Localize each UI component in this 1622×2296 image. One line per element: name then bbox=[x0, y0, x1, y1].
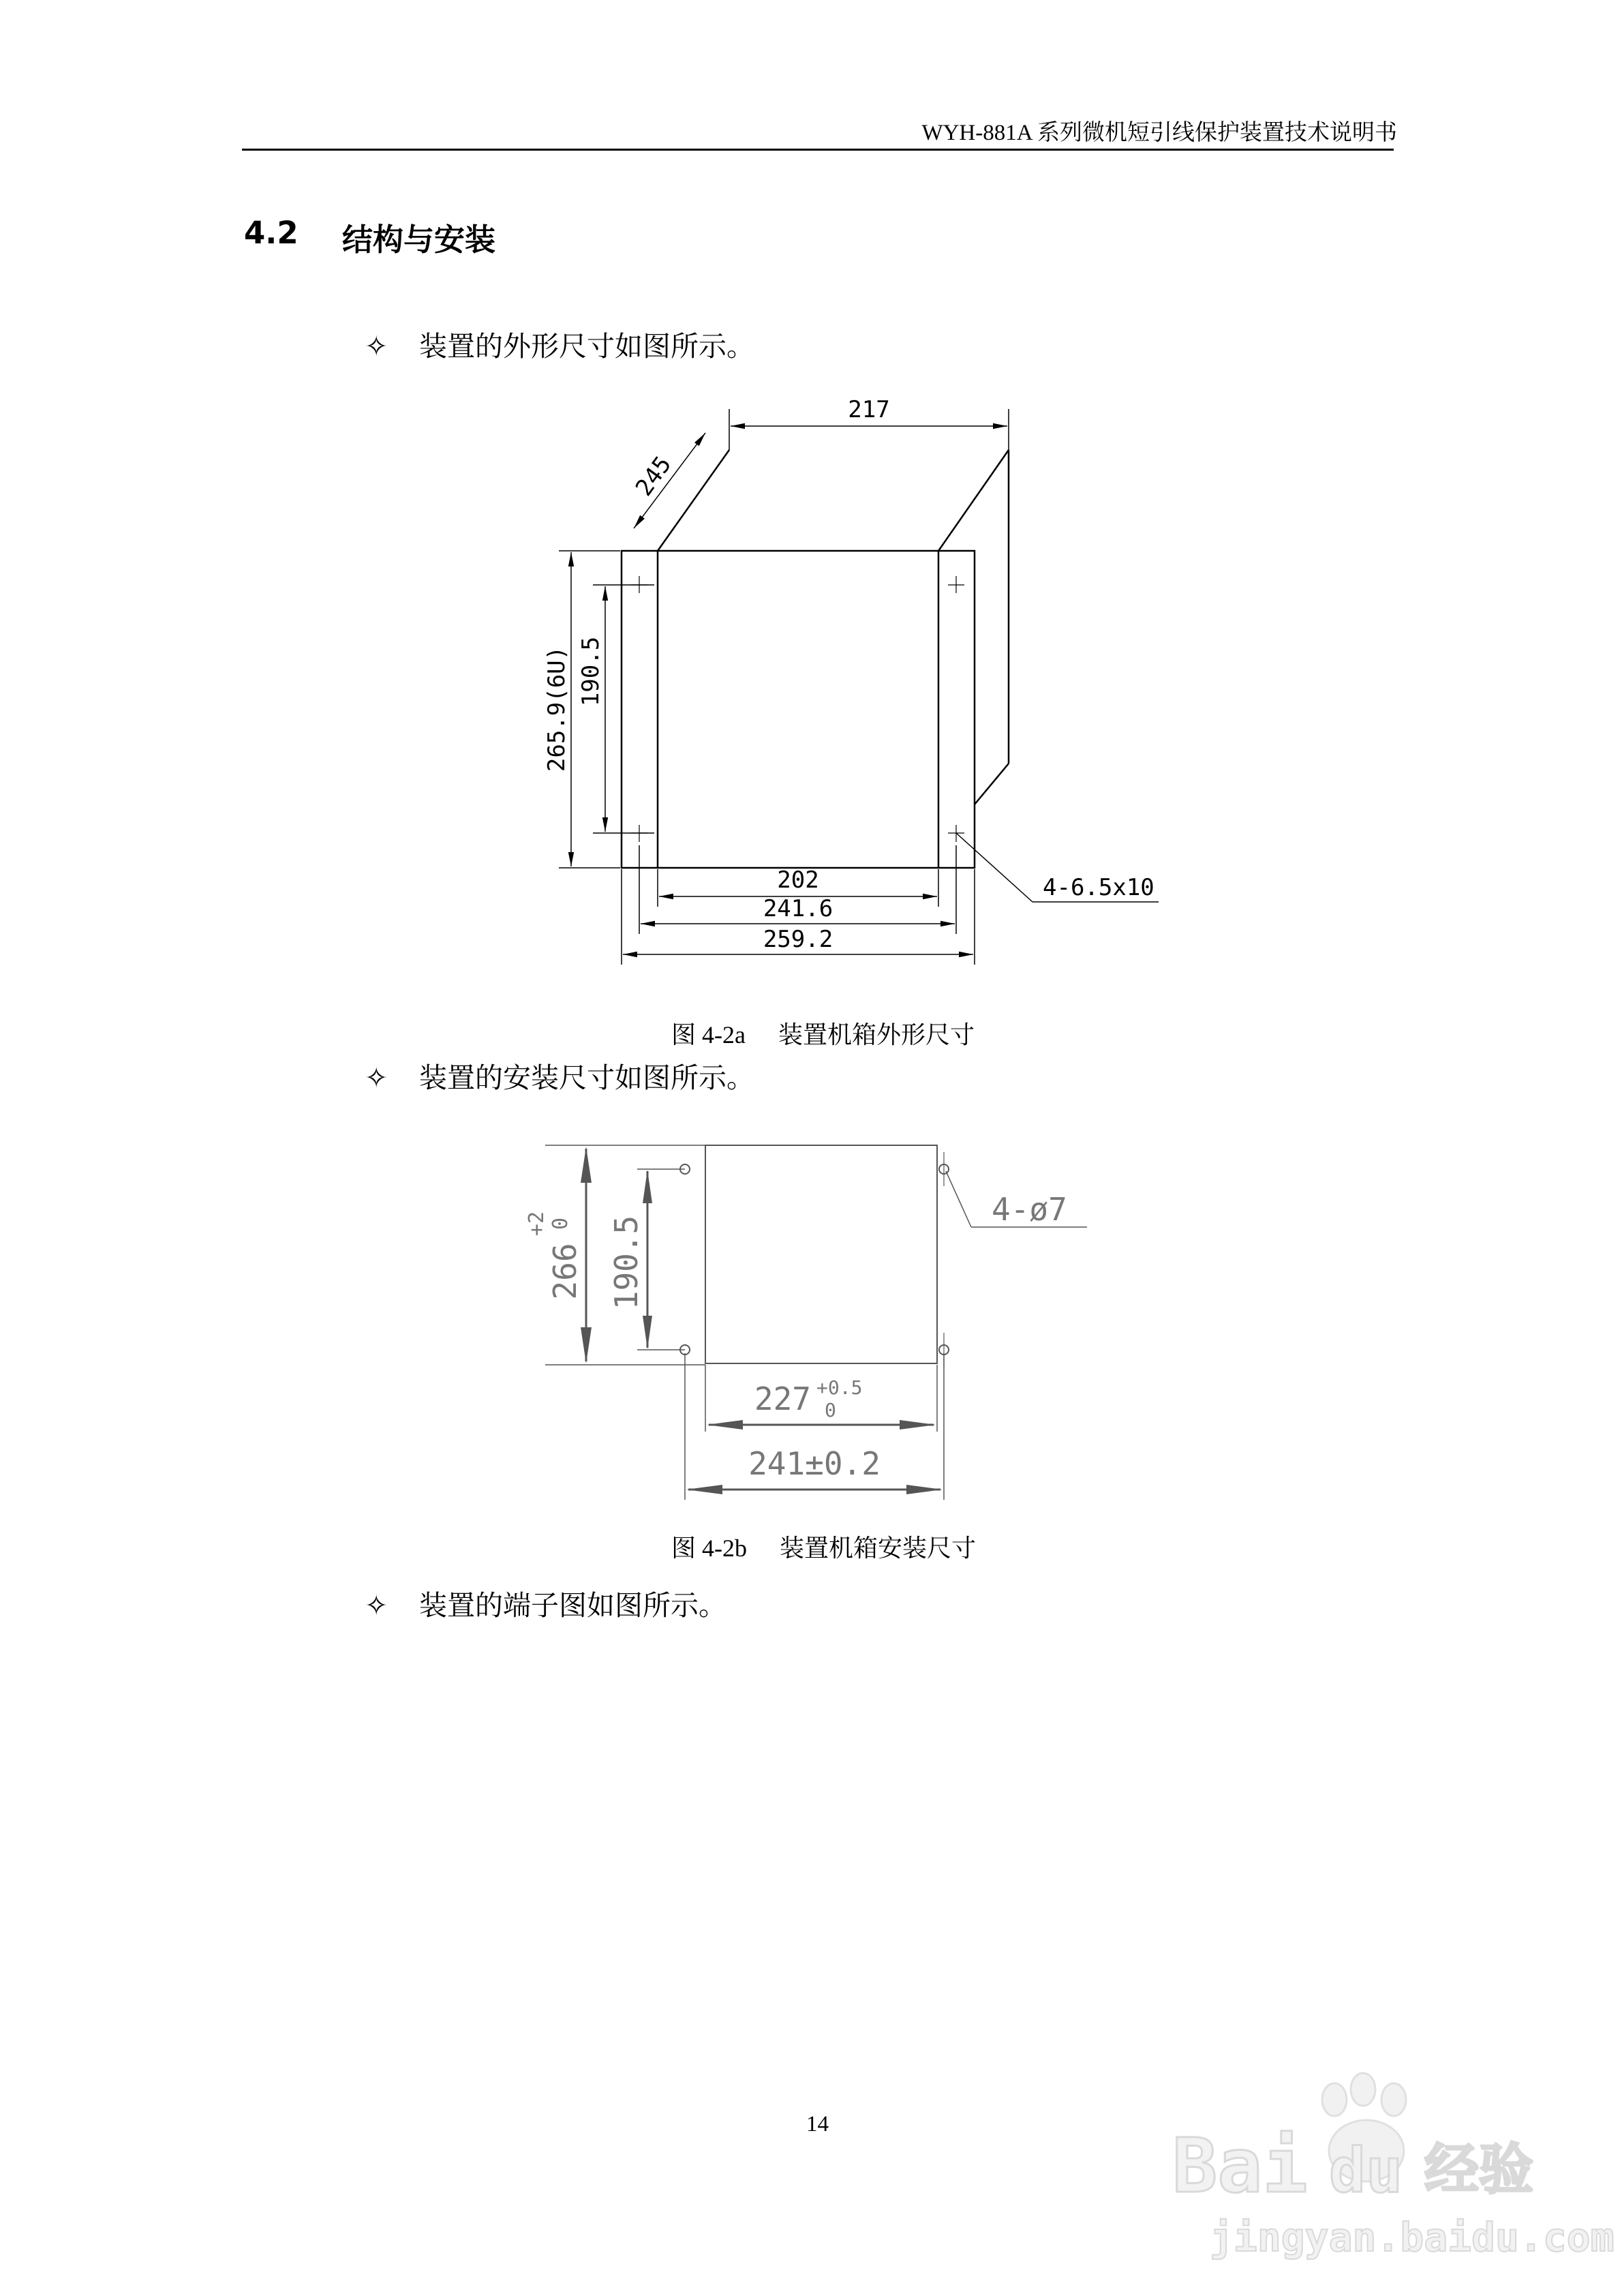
figure-a-caption-number: 图 4-2a bbox=[671, 1021, 746, 1048]
sparkle-bullet-icon: ✧ bbox=[365, 1589, 388, 1622]
figure-b-caption-number: 图 4-2b bbox=[671, 1535, 747, 1562]
figure-b-caption bbox=[671, 1529, 976, 1564]
watermark-brand-left: Bai bbox=[1172, 2122, 1308, 2209]
page-number: 14 bbox=[806, 2112, 829, 2136]
baidu-jingyan-watermark bbox=[1159, 2072, 1615, 2270]
dim-label-227: 227 bbox=[754, 1380, 811, 1417]
bullet-text: 装置的安装尺寸如图所示。 bbox=[419, 1061, 754, 1094]
watermark-url: jingyan.baidu.com bbox=[1210, 2214, 1615, 2261]
figure-b-caption-text: 装置机箱安装尺寸 bbox=[780, 1535, 977, 1562]
figure-a-caption-text: 装置机箱外形尺寸 bbox=[778, 1021, 975, 1048]
dim-label-holes-b: 4-ø7 bbox=[992, 1191, 1067, 1228]
dim-label-245: 245 bbox=[630, 451, 677, 502]
dim-label-holes-a: 4-6.5x10 bbox=[1043, 874, 1154, 901]
dim-label-202: 202 bbox=[777, 866, 819, 894]
dim-label-266-upper-tol: +2 bbox=[525, 1211, 549, 1237]
dim-label-227-upper-tol: +0.5 bbox=[816, 1376, 863, 1399]
bullet-text: 装置的外形尺寸如图所示。 bbox=[419, 330, 754, 363]
watermark-brand-mid: du bbox=[1329, 2135, 1403, 2207]
sparkle-bullet-icon: ✧ bbox=[365, 1061, 388, 1094]
section-title: 结构与安装 bbox=[342, 222, 496, 258]
dim-label-190-5: 190.5 bbox=[577, 636, 605, 707]
dim-label-190-5-b: 190.5 bbox=[608, 1215, 645, 1310]
bullet-item bbox=[365, 1583, 726, 1623]
figure-a-caption bbox=[671, 1016, 975, 1051]
section-number: 4.2 bbox=[244, 215, 299, 251]
dim-label-217: 217 bbox=[848, 396, 890, 423]
dim-label-265-9: 265.9(6U) bbox=[543, 646, 570, 772]
leader-holes-b bbox=[946, 1171, 971, 1227]
depth-line-right bbox=[938, 450, 1009, 551]
figure-a-drawing bbox=[0, 0, 1622, 1009]
figure-b-drawing bbox=[0, 1118, 1622, 1527]
dim-label-241-6: 241.6 bbox=[763, 895, 833, 922]
mount-holes-a bbox=[631, 576, 964, 842]
sparkle-bullet-icon: ✧ bbox=[365, 330, 388, 363]
dim-label-266-lower-tol: 0 bbox=[549, 1217, 572, 1230]
dim-label-227-lower-tol: 0 bbox=[825, 1399, 836, 1421]
panel-cutout-outline bbox=[705, 1145, 937, 1363]
watermark-brand-right: 经验 bbox=[1424, 2138, 1533, 2201]
running-header: WYH-881A 系列微机短引线保护装置技术说明书 bbox=[921, 121, 1397, 145]
bullet-text: 装置的端子图如图所示。 bbox=[419, 1589, 726, 1622]
dim-label-259-2: 259.2 bbox=[763, 926, 833, 953]
dim-label-241: 241±0.2 bbox=[748, 1445, 881, 1482]
chassis-front-outline bbox=[622, 551, 975, 868]
dim-label-266: 266 bbox=[547, 1243, 583, 1300]
bullet-item bbox=[365, 1055, 754, 1096]
depth-line-bottom-right bbox=[975, 764, 1009, 804]
